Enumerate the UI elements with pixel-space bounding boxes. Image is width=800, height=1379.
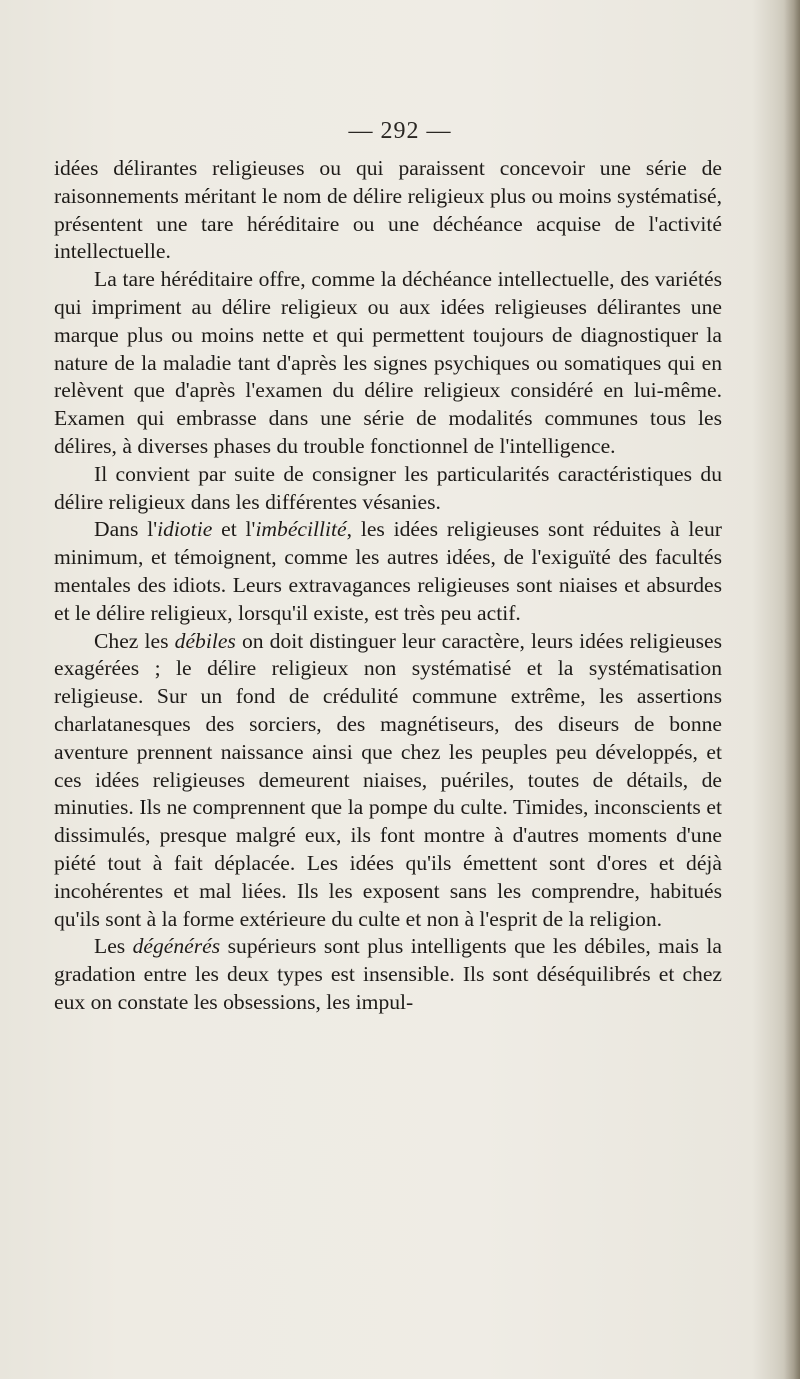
body-text [54,155,722,1017]
text-segment: , les idées religieuses sont réduites à leur minimum, et témoignent, comme les autres idées, de l'exiguïté des facultés mentales des idiots. Leurs extravagances religieuses sont niaises et absurdes et le délire religieux, lorsqu'il existe, est très peu actif. [54,517,722,625]
paragraph-4 [54,516,722,627]
text-segment: et l' [212,517,256,542]
paragraph-2 [54,266,722,461]
italic-term-debiles: débiles [174,628,236,653]
text-segment: Dans l' [94,517,158,542]
paragraph-1 [54,155,722,266]
text-segment: Les [94,934,133,959]
page-edge-shadow [784,0,800,1379]
italic-term-degeneres: dégénérés [132,934,221,959]
text-segment: on doit distinguer leur caractère, leurs idées religieuses exagérées ; le délire religieux non systématisé et la systématisation religieuse. Sur un fond de crédulité commune extrême, les assertions charlatanesques des sorciers, des magnétiseurs, des diseurs de bonne aventure prennent naissance ainsi que chez les peuples peu développés, et ces idées religieuses demeurent niaises, puériles, toutes de détails, de minuties. Ils ne comprennent que la pompe du culte. Timides, inconscients et dissimulés, presque malgré eux, ils font montre à d'autres moments d'une piété tout à fait déplacée. Les idées qu'ils émettent sont d'ores et déjà incohérentes et mal liées. Ils les exposent sans les comprendre, habitués qu'ils sont à la forme extérieure du culte et non à l'esprit de la religion. [54,628,722,931]
text-segment: Chez les [94,628,175,653]
italic-term-imbecillite: imbécillité [255,517,347,542]
paragraph-3 [54,461,722,517]
text-segment: La tare héréditaire offre, comme la déchéance intellectuelle, des variétés qui impriment au délire religieux ou aux idées religieuses délirantes une marque plus ou moins nette et qui permettent toujours de diagnostiquer la nature de la maladie tant d'après les signes psychiques ou somatiques qui en relèvent que d'après l'examen du délire religieux considéré en lui-même. Examen qui embrasse dans une série de modalités communes tous les délires, à diverses phases du trouble fonctionnel de l'intelligence. [54,267,722,458]
text-segment: Il convient par suite de consigner les particularités caractéristiques du délire religieux dans les différentes vésanies. [54,461,722,514]
text-segment: idées délirantes religieuses ou qui paraissent concevoir une série de raisonnements méritant le nom de délire religieux plus ou moins systématisé, présentent une tare héréditaire ou une déchéance acquise de l'activité intellectuelle. [54,156,722,264]
text-segment: supérieurs sont plus intelligents que les débiles, mais la gradation entre les deux types est insensible. Ils sont déséquilibrés et chez eux on constate les obsessions, les impul- [54,934,722,1014]
page-number: — 292 — [348,118,452,144]
italic-term-idiotie: idiotie [157,517,213,542]
paragraph-5 [54,628,722,934]
paragraph-6 [54,933,722,1016]
